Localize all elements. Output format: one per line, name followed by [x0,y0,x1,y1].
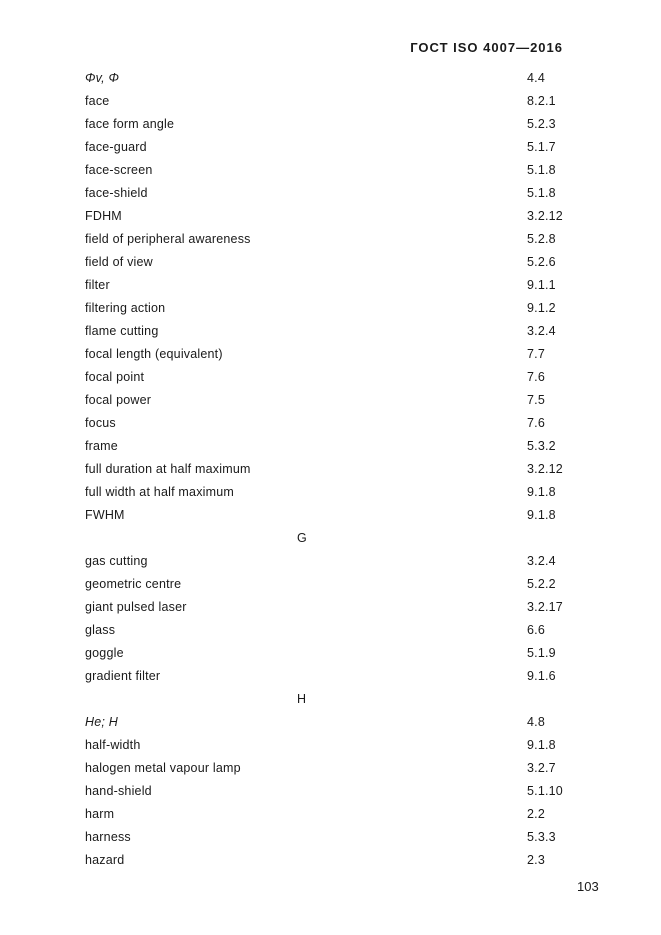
index-term: Φv, Φ [85,71,120,85]
index-entry [85,113,585,136]
index-entry [85,481,585,504]
index-term: field of peripheral awareness [85,232,251,246]
index-term: focal point [85,370,145,384]
index-reference: 9.1.8 [527,485,556,499]
index-reference: 9.1.2 [527,301,556,315]
index-reference: 5.1.8 [527,163,556,177]
index-entry [85,90,585,113]
index-entry [85,849,585,872]
index-reference: 3.2.12 [527,462,563,476]
index-term: face form angle [85,117,175,131]
index-term: face [85,94,110,108]
index-reference: 9.1.1 [527,278,556,292]
index-term: glass [85,623,116,637]
index-term: frame [85,439,118,453]
index-entry [85,550,585,573]
index-entry [85,159,585,182]
index-reference: 7.7 [527,347,545,361]
index-reference: 5.1.10 [527,784,563,798]
index-reference: 4.4 [527,71,545,85]
index-entry [85,412,585,435]
index-reference: 5.2.3 [527,117,556,131]
section-letter [85,688,585,711]
index-entry [85,320,585,343]
index-entry [85,205,585,228]
index-reference: 7.5 [527,393,545,407]
index-entry [85,136,585,159]
index-term: hand-shield [85,784,152,798]
index-entry [85,619,585,642]
index-term: harm [85,807,115,821]
index-term: face-guard [85,140,147,154]
index-reference: 5.3.3 [527,830,556,844]
index-entry [85,665,585,688]
index-reference: 3.2.12 [527,209,563,223]
index-reference: 5.3.2 [527,439,556,453]
index-entry [85,366,585,389]
index-entry [85,251,585,274]
index-entry [85,458,585,481]
section-letter [85,527,585,550]
index-reference: 3.2.17 [527,600,563,614]
index-term: hazard [85,853,125,867]
index-term: face-screen [85,163,153,177]
index-entry [85,182,585,205]
index-reference: 5.1.8 [527,186,556,200]
index-entry [85,826,585,849]
index-term: full duration at half maximum [85,462,251,476]
index-term: harness [85,830,131,844]
index-entry [85,803,585,826]
index-term: flame cutting [85,324,159,338]
index-term: full width at half maximum [85,485,234,499]
index-entry [85,297,585,320]
index-term: filter [85,278,110,292]
index-term: half-width [85,738,141,752]
index-list [85,67,585,872]
index-reference: 3.2.4 [527,554,556,568]
index-reference: 4.8 [527,715,545,729]
index-entry [85,435,585,458]
index-reference: 5.2.2 [527,577,556,591]
index-reference: 3.2.7 [527,761,556,775]
index-reference: 9.1.6 [527,669,556,683]
index-term: FWHM [85,508,125,522]
index-term: gradient filter [85,669,161,683]
index-reference: 5.1.9 [527,646,556,660]
index-entry [85,711,585,734]
index-term: focus [85,416,116,430]
index-term: halogen metal vapour lamp [85,761,241,775]
index-term: focal power [85,393,152,407]
index-reference: 6.6 [527,623,545,637]
index-entry [85,274,585,297]
index-reference: 2.2 [527,807,545,821]
index-reference: 5.2.6 [527,255,556,269]
index-reference: 8.2.1 [527,94,556,108]
index-entry [85,67,585,90]
index-term: face-shield [85,186,148,200]
index-reference: 7.6 [527,416,545,430]
index-entry [85,757,585,780]
index-entry [85,642,585,665]
index-term: giant pulsed laser [85,600,187,614]
section-letter-label: H [297,692,307,706]
index-entry [85,343,585,366]
index-entry [85,504,585,527]
index-term: goggle [85,646,124,660]
index-entry [85,228,585,251]
index-reference: 5.2.8 [527,232,556,246]
index-reference: 9.1.8 [527,508,556,522]
index-term: filtering action [85,301,166,315]
index-entry [85,780,585,803]
index-term: field of view [85,255,153,269]
index-term: gas cutting [85,554,148,568]
page-number: 103 [577,879,599,894]
index-term: FDHM [85,209,122,223]
index-entry [85,596,585,619]
index-entry [85,573,585,596]
section-letter-label: G [297,531,307,545]
index-reference: 2.3 [527,853,545,867]
document-header: ГОСТ ISO 4007—2016 [410,40,563,55]
index-term: geometric centre [85,577,182,591]
index-entry [85,734,585,757]
index-term: focal length (equivalent) [85,347,223,361]
index-reference: 5.1.7 [527,140,556,154]
index-reference: 3.2.4 [527,324,556,338]
index-term: He; H [85,715,118,729]
index-reference: 7.6 [527,370,545,384]
index-reference: 9.1.8 [527,738,556,752]
index-entry [85,389,585,412]
